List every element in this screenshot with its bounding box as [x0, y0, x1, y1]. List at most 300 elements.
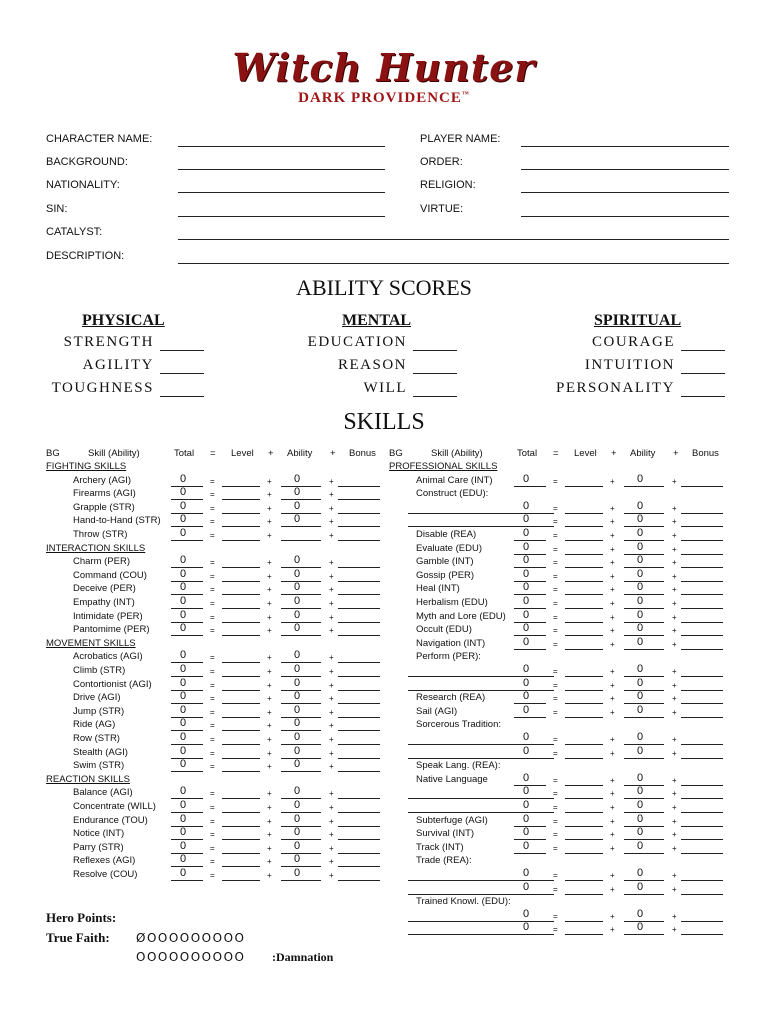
level-line[interactable]	[565, 920, 603, 922]
bonus-line[interactable]	[338, 702, 380, 704]
bonus-line[interactable]	[338, 525, 380, 527]
bonus-line[interactable]	[338, 580, 380, 582]
level-line[interactable]	[222, 607, 260, 609]
level-line[interactable]	[222, 811, 260, 813]
bonus-line[interactable]	[338, 675, 380, 677]
plus-sign: +	[329, 571, 334, 581]
ability-value: 0	[636, 676, 644, 689]
bonus-line[interactable]	[681, 648, 723, 650]
bonus-line[interactable]	[338, 825, 380, 827]
bonus-line[interactable]	[681, 838, 723, 840]
plus-sign: +	[610, 558, 615, 568]
level-line[interactable]	[222, 485, 260, 487]
bonus-line[interactable]	[338, 743, 380, 745]
level-line[interactable]	[222, 498, 260, 500]
plus-sign: +	[267, 762, 272, 772]
level-line[interactable]	[565, 525, 603, 527]
ability-line-will[interactable]	[413, 395, 457, 397]
level-line[interactable]	[222, 757, 260, 759]
ability-line-agility[interactable]	[160, 372, 204, 374]
level-line[interactable]	[565, 743, 603, 745]
field-right-line-0[interactable]	[521, 145, 729, 147]
equals-sign: =	[553, 789, 558, 799]
equals-sign: =	[553, 544, 558, 554]
ability-line-personality[interactable]	[681, 395, 725, 397]
plus-sign: +	[610, 680, 615, 690]
ability-label-education: EDUCATION	[307, 334, 407, 350]
ability-line-education[interactable]	[413, 349, 457, 351]
level-line[interactable]	[222, 743, 260, 745]
skill-name: Drive (AGI)	[73, 692, 121, 704]
total-line[interactable]	[514, 757, 546, 759]
plus-sign: +	[329, 857, 334, 867]
ability-category-physical: PHYSICAL	[82, 312, 165, 329]
column-header-bg-46-0: BG	[46, 448, 60, 459]
level-line[interactable]	[222, 580, 260, 582]
bonus-line[interactable]	[338, 729, 380, 731]
ability-line[interactable]	[281, 525, 321, 527]
bonus-line[interactable]	[338, 865, 380, 867]
total-value: 0	[522, 595, 530, 607]
skill-name: Subterfuge (AGI)	[416, 814, 488, 826]
equals-sign: =	[210, 599, 215, 608]
ability-line[interactable]	[624, 716, 664, 718]
plus-sign: +	[672, 803, 677, 812]
bonus-line[interactable]	[681, 825, 723, 827]
level-line[interactable]	[222, 825, 260, 827]
level-line[interactable]	[565, 634, 603, 636]
field-line-5[interactable]	[178, 262, 729, 264]
level-line[interactable]	[222, 770, 260, 772]
plus-sign: +	[672, 585, 677, 595]
plus-sign: +	[267, 857, 272, 867]
bonus-line[interactable]	[338, 539, 380, 541]
plus-sign: +	[329, 735, 334, 744]
skill-name: Throw (STR)	[73, 529, 128, 540]
plus-sign: +	[610, 667, 615, 676]
ability-value: 0	[636, 907, 644, 920]
field-right-line-1[interactable]	[521, 168, 729, 170]
bonus-line[interactable]	[338, 485, 380, 487]
bonus-line[interactable]	[338, 811, 380, 813]
skill-name: Gamble (INT)	[416, 556, 474, 568]
level-line[interactable]	[565, 675, 603, 677]
equals-sign: =	[210, 830, 215, 840]
plus-sign: +	[610, 789, 615, 799]
plus-sign: +	[610, 843, 615, 853]
plus-sign: +	[610, 884, 615, 894]
ability-value: 0	[636, 921, 644, 934]
ability-value: 0	[636, 785, 644, 798]
bonus-line[interactable]	[681, 689, 723, 691]
level-line[interactable]	[565, 702, 603, 704]
total-line[interactable]	[514, 852, 546, 854]
level-line[interactable]	[565, 852, 603, 854]
bonus-line[interactable]	[681, 580, 723, 582]
bonus-line[interactable]	[681, 525, 723, 527]
total-value: 0	[179, 812, 187, 825]
level-line[interactable]	[222, 661, 260, 663]
bonus-line[interactable]	[681, 852, 723, 854]
level-line[interactable]	[565, 797, 603, 799]
total-value: 0	[522, 581, 530, 594]
ability-line-strength[interactable]	[160, 349, 204, 351]
total-value: 0	[179, 608, 187, 621]
level-line[interactable]	[565, 784, 603, 786]
skill-name: Evaluate (EDU)	[416, 542, 482, 554]
ability-value: 0	[636, 499, 644, 512]
level-line[interactable]	[565, 933, 603, 935]
equals-sign: =	[210, 748, 215, 758]
bonus-line[interactable]	[338, 512, 380, 514]
bonus-line[interactable]	[681, 879, 723, 881]
skill-name: Research (REA)	[416, 692, 486, 704]
level-line[interactable]	[222, 675, 260, 677]
bonus-line[interactable]	[338, 757, 380, 759]
equals-sign: =	[210, 517, 215, 527]
level-line[interactable]	[222, 566, 260, 568]
level-line[interactable]	[222, 879, 260, 881]
level-line[interactable]	[222, 593, 260, 595]
bonus-line[interactable]	[338, 797, 380, 799]
column-header-ability-389-6: Ability	[630, 448, 656, 459]
column-header-total-389-2: Total	[517, 448, 538, 459]
equals-sign: =	[210, 558, 215, 568]
ability-line[interactable]	[281, 634, 321, 636]
bonus-line[interactable]	[681, 539, 723, 541]
ability-value: 0	[636, 690, 644, 703]
bonus-line[interactable]	[338, 661, 380, 663]
plus-sign: +	[610, 612, 615, 622]
field-right-line-3[interactable]	[521, 215, 729, 217]
skill-name: Concentrate (WILL)	[73, 801, 156, 812]
bonus-line[interactable]	[681, 797, 723, 799]
level-line[interactable]	[565, 689, 603, 691]
plus-sign: +	[610, 503, 615, 513]
plus-sign: +	[267, 680, 272, 690]
true-faith-track-2[interactable]: OOOOOOOOOO	[136, 950, 246, 964]
ability-label-will: WILL	[363, 380, 407, 396]
equals-sign: =	[210, 585, 215, 595]
plus-sign: +	[267, 531, 272, 540]
plus-sign: +	[610, 925, 615, 935]
ability-line[interactable]	[624, 648, 664, 650]
ability-value: 0	[293, 676, 301, 689]
equals-sign: =	[210, 490, 215, 500]
ability-line[interactable]	[624, 757, 664, 759]
plus-sign: +	[267, 476, 272, 486]
level-line[interactable]	[222, 729, 260, 731]
total-line[interactable]	[514, 485, 546, 487]
ability-value: 0	[636, 771, 644, 784]
bonus-line[interactable]	[681, 485, 723, 487]
plus-sign: +	[329, 762, 334, 772]
bonus-line[interactable]	[681, 784, 723, 786]
bonus-line[interactable]	[681, 920, 723, 922]
skill-name: Firearms (AGI)	[73, 488, 136, 500]
equals-sign: =	[553, 476, 558, 486]
plus-sign: +	[672, 531, 677, 540]
bonus-line[interactable]	[338, 607, 380, 609]
plus-sign: +	[267, 503, 272, 513]
skill-name: Archery (AGI)	[73, 474, 132, 486]
level-line[interactable]	[222, 716, 260, 718]
bonus-line[interactable]	[681, 893, 723, 895]
bonus-line[interactable]	[338, 593, 380, 595]
level-line[interactable]	[565, 825, 603, 827]
total-value: 0	[179, 663, 187, 675]
equals-sign: =	[553, 925, 558, 935]
plus-sign: +	[267, 748, 272, 758]
plus-sign: +	[610, 871, 615, 880]
equals-sign: =	[210, 803, 215, 812]
true-faith-track-1[interactable]: ØOOOOOOOOO	[136, 931, 246, 945]
level-line[interactable]	[222, 525, 260, 527]
bonus-line[interactable]	[681, 757, 723, 759]
ability-value: 0	[636, 608, 644, 621]
total-value: 0	[522, 731, 530, 743]
total-line[interactable]	[514, 716, 546, 718]
level-line[interactable]	[565, 648, 603, 650]
level-line[interactable]	[565, 553, 603, 555]
total-line[interactable]	[171, 879, 203, 881]
field-line-2[interactable]	[178, 191, 385, 193]
bonus-line[interactable]	[338, 621, 380, 623]
equals-sign: =	[553, 775, 558, 785]
plus-sign: +	[610, 830, 615, 840]
ability-line[interactable]	[281, 879, 321, 881]
plus-sign: +	[672, 639, 677, 649]
bonus-line[interactable]	[681, 743, 723, 745]
bonus-line[interactable]	[338, 498, 380, 500]
ability-line[interactable]	[624, 893, 664, 895]
plus-sign: +	[610, 639, 615, 649]
bonus-line[interactable]	[338, 838, 380, 840]
plus-sign: +	[329, 599, 334, 608]
plus-sign: +	[329, 803, 334, 812]
plus-sign: +	[267, 517, 272, 527]
bonus-line[interactable]	[338, 634, 380, 636]
level-line[interactable]	[565, 879, 603, 881]
level-line[interactable]	[565, 838, 603, 840]
equals-sign: =	[210, 531, 215, 540]
skill-name: Animal Care (INT)	[416, 474, 493, 486]
total-value: 0	[179, 649, 187, 662]
bonus-line[interactable]	[681, 675, 723, 677]
ability-value: 0	[293, 758, 301, 771]
equals-sign: =	[210, 816, 215, 826]
ability-line[interactable]	[624, 933, 664, 935]
total-value: 0	[522, 771, 530, 784]
bonus-line[interactable]	[681, 607, 723, 609]
ability-label-personality: PERSONALITY	[555, 380, 675, 396]
total-line[interactable]	[514, 933, 546, 935]
equals-sign: =	[210, 653, 215, 663]
level-line[interactable]	[565, 580, 603, 582]
field-line-4[interactable]	[178, 238, 729, 240]
ability-line-toughness[interactable]	[160, 395, 204, 397]
total-value: 0	[522, 744, 530, 757]
level-line[interactable]	[222, 621, 260, 623]
ability-value: 0	[293, 799, 301, 811]
skill-name: Charm (PER)	[73, 556, 131, 568]
level-line[interactable]	[565, 621, 603, 623]
plus-sign: +	[267, 612, 272, 622]
total-value: 0	[522, 499, 530, 512]
ability-value: 0	[293, 486, 301, 499]
field-label-4: CATALYST:	[46, 226, 103, 238]
ability-value: 0	[293, 663, 301, 675]
level-line[interactable]	[222, 797, 260, 799]
skill-group-2: MOVEMENT SKILLS	[46, 637, 136, 649]
level-line[interactable]	[565, 811, 603, 813]
ability-line[interactable]	[281, 770, 321, 772]
ability-line[interactable]	[281, 539, 321, 541]
plus-sign: +	[610, 748, 615, 758]
equals-sign: =	[210, 571, 215, 581]
ability-line[interactable]	[624, 485, 664, 487]
total-value: 0	[179, 581, 187, 594]
total-value: 0	[179, 676, 187, 689]
logo-title: Witch Hunter	[232, 45, 536, 90]
level-line[interactable]	[222, 539, 260, 541]
level-line[interactable]	[565, 757, 603, 759]
total-line[interactable]	[514, 648, 546, 650]
ability-line[interactable]	[624, 852, 664, 854]
skill-name: Swim (STR)	[73, 760, 125, 772]
ability-label-strength: STRENGTH	[63, 334, 154, 350]
ability-label-courage: COURAGE	[591, 334, 675, 350]
plus-sign: +	[672, 544, 677, 554]
total-line[interactable]	[514, 893, 546, 895]
bonus-line[interactable]	[338, 566, 380, 568]
column-header-skill-389-1: Skill (Ability)	[431, 448, 483, 459]
ability-line-courage[interactable]	[681, 349, 725, 351]
field-line-0[interactable]	[178, 145, 385, 147]
total-line[interactable]	[171, 634, 203, 636]
skill-name: Stealth (AGI)	[73, 746, 128, 758]
plus-sign: +	[329, 816, 334, 826]
field-right-label-0: PLAYER NAME:	[420, 133, 501, 145]
ability-value: 0	[636, 595, 644, 607]
bonus-line[interactable]	[681, 593, 723, 595]
level-line[interactable]	[565, 593, 603, 595]
plus-sign: +	[672, 680, 677, 690]
level-line[interactable]	[222, 512, 260, 514]
bonus-line[interactable]	[681, 702, 723, 704]
ability-value: 0	[293, 513, 301, 526]
bonus-line[interactable]	[338, 879, 380, 881]
bonus-line[interactable]	[681, 933, 723, 935]
plus-sign: +	[267, 707, 272, 717]
bonus-line[interactable]	[338, 770, 380, 772]
plus-sign: +	[672, 503, 677, 513]
level-line[interactable]	[565, 716, 603, 718]
plus-sign: +	[672, 707, 677, 717]
field-right-line-2[interactable]	[521, 191, 729, 193]
bonus-line[interactable]	[338, 852, 380, 854]
ability-line-reason[interactable]	[413, 372, 457, 374]
total-value: 0	[522, 540, 530, 553]
level-line[interactable]	[565, 566, 603, 568]
level-line[interactable]	[222, 865, 260, 867]
total-value: 0	[522, 608, 530, 621]
plus-sign: +	[329, 667, 334, 676]
ability-value: 0	[293, 649, 301, 662]
logo	[0, 45, 768, 107]
level-line[interactable]	[222, 838, 260, 840]
equals-sign: =	[210, 871, 215, 880]
field-line-3[interactable]	[178, 215, 385, 217]
bonus-line[interactable]	[681, 566, 723, 568]
total-line[interactable]	[171, 539, 203, 541]
level-line[interactable]	[565, 607, 603, 609]
skill-name: Pantomime (PER)	[73, 624, 150, 636]
level-line[interactable]	[222, 689, 260, 691]
column-header-plus-46-7: +	[330, 448, 336, 459]
column-header-ability-46-6: Ability	[287, 448, 313, 459]
plus-sign: +	[610, 517, 615, 527]
level-line[interactable]	[565, 539, 603, 541]
bonus-line[interactable]	[338, 716, 380, 718]
bonus-line[interactable]	[681, 811, 723, 813]
skill-name: Reflexes (AGI)	[73, 855, 136, 867]
equals-sign: =	[553, 585, 558, 595]
bonus-line[interactable]	[681, 634, 723, 636]
total-value: 0	[179, 690, 187, 703]
plus-sign: +	[610, 544, 615, 554]
level-line[interactable]	[565, 512, 603, 514]
ability-value: 0	[636, 622, 644, 635]
plus-sign: +	[267, 558, 272, 568]
bonus-line[interactable]	[681, 512, 723, 514]
column-header-plus-46-5: +	[268, 448, 274, 459]
level-line[interactable]	[565, 485, 603, 487]
equals-sign: =	[553, 707, 558, 717]
bonus-line[interactable]	[338, 689, 380, 691]
total-value: 0	[522, 907, 530, 920]
level-line[interactable]	[565, 893, 603, 895]
total-value: 0	[522, 554, 530, 567]
bonus-line[interactable]	[681, 716, 723, 718]
plus-sign: +	[610, 816, 615, 826]
level-line[interactable]	[222, 702, 260, 704]
total-value: 0	[522, 635, 530, 648]
total-line[interactable]	[171, 770, 203, 772]
logo-subtitle-text: DARK PROVIDENCE	[298, 90, 462, 106]
ability-label-toughness: TOUGHNESS	[51, 380, 154, 396]
ability-value: 0	[293, 867, 301, 879]
plus-sign: +	[610, 626, 615, 636]
field-right-label-2: RELIGION:	[420, 179, 476, 191]
ability-line-intuition[interactable]	[681, 372, 725, 374]
plus-sign: +	[267, 667, 272, 676]
bonus-line[interactable]	[681, 553, 723, 555]
field-line-1[interactable]	[178, 168, 385, 170]
ability-value: 0	[293, 853, 301, 866]
bonus-line[interactable]	[681, 621, 723, 623]
skill-name: Trade (REA):	[416, 855, 472, 867]
plus-sign: +	[672, 748, 677, 758]
level-line[interactable]	[222, 634, 260, 636]
level-line[interactable]	[222, 852, 260, 854]
plus-sign: +	[329, 748, 334, 758]
plus-sign: +	[329, 517, 334, 527]
equals-sign: =	[210, 680, 215, 690]
equals-sign: =	[210, 721, 215, 731]
total-value: 0	[179, 703, 187, 716]
plus-sign: +	[610, 911, 615, 921]
